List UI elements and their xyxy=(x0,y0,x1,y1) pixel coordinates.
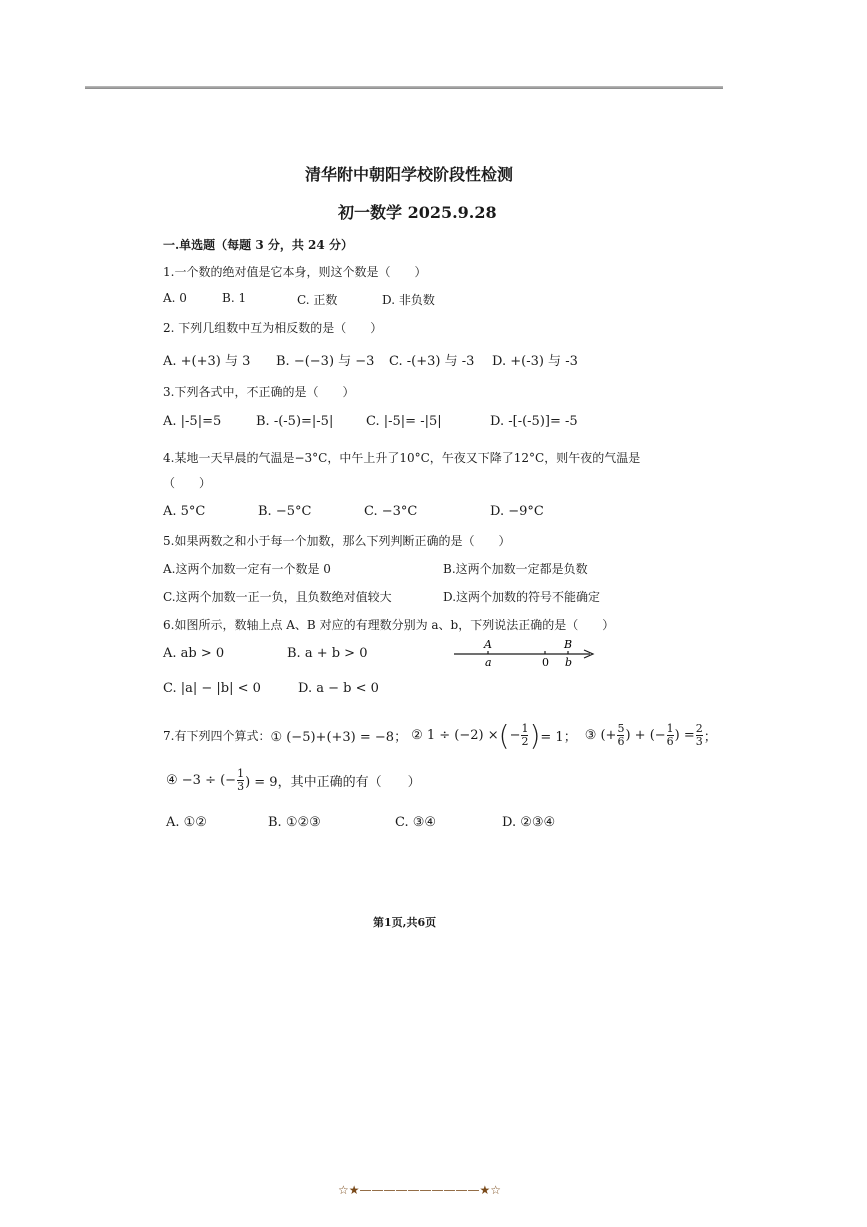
q6-option-b: B. a + b > 0 xyxy=(287,646,368,661)
q7-frac-4-num: 1 xyxy=(237,767,245,780)
question-5-stem: 5.如果两数之和小于每一个加数，那么下列判断正确的是（ ） xyxy=(163,534,511,548)
q7-option-c: C. ③④ xyxy=(395,815,437,830)
q7-prefix: 7.有下列四个算式： xyxy=(163,729,271,743)
point-A-label: A xyxy=(484,638,492,651)
q5-option-a: A.这两个加数一定有一个数是 0 xyxy=(163,562,331,576)
q1-option-d: D. 非负数 xyxy=(382,293,435,307)
number-line-diagram xyxy=(452,636,597,672)
exam-subtitle: 初一数学 2025.9.28 xyxy=(338,203,497,222)
q7-expr-1: ① (−5)+(+3) = −8； xyxy=(270,730,408,745)
q1-option-c: C. 正数 xyxy=(297,293,338,307)
point-B-label: B xyxy=(564,638,573,651)
q6-option-c: C. |a| − |b| < 0 xyxy=(163,681,261,696)
q7-minus: − xyxy=(509,728,521,743)
point-b-label: b xyxy=(565,656,573,669)
q7-expr-3b: ) + (− xyxy=(625,728,666,743)
question-7-line-2 xyxy=(166,768,421,793)
top-divider xyxy=(85,86,723,89)
q7-expr-4a: ④ −3 ÷ (− xyxy=(166,773,237,788)
q7-frac-3b-den: 6 xyxy=(666,735,674,748)
q7-expr-3a: ③ (+ xyxy=(584,728,617,743)
q4-option-c: C. −3°C xyxy=(364,504,418,519)
q2-option-b: B. −(−3) 与 −3 xyxy=(276,354,375,369)
q7-frac-2 xyxy=(521,723,528,748)
q5-option-b: B.这两个加数一定都是负数 xyxy=(443,562,588,576)
q1-option-b: B. 1 xyxy=(222,291,247,305)
page-number: 第1页,共6页 xyxy=(373,916,437,929)
q4-option-b: B. −5°C xyxy=(258,504,312,519)
q2-option-c: C. -(+3) 与 -3 xyxy=(389,354,475,369)
question-2-stem: 2. 下列几组数中互为相反数的是（ ） xyxy=(163,321,383,335)
q7-option-d: D. ②③④ xyxy=(502,815,556,830)
q1-option-a: A. 0 xyxy=(163,291,187,305)
question-1-stem: 1.一个数的绝对值是它本身，则这个数是（ ） xyxy=(163,265,427,279)
q7-frac-3a-num: 5 xyxy=(617,722,625,735)
q3-option-b: B. -(-5)=|-5| xyxy=(256,414,334,429)
q3-option-c: C. |-5|= -|5| xyxy=(366,414,442,429)
q3-option-d: D. -[-(-5)]= -5 xyxy=(490,414,578,429)
exam-title: 清华附中朝阳学校阶段性检测 xyxy=(305,165,514,184)
q2-option-a: A. +(+3) 与 3 xyxy=(163,354,251,369)
q7-expr-3d: ； xyxy=(703,730,717,745)
q7-frac-3c xyxy=(696,723,703,748)
q7-frac-4 xyxy=(237,768,244,793)
q7-frac-3c-den: 3 xyxy=(695,735,703,748)
q7-paren-left: ( xyxy=(498,719,510,752)
q5-option-d: D.这两个加数的符号不能确定 xyxy=(443,590,601,604)
bottom-ornament: ☆★——————————★☆ xyxy=(338,1183,502,1197)
q7-option-a: A. ①② xyxy=(166,815,207,830)
question-6-stem: 6.如图所示，数轴上点 A、B 对应的有理数分别为 a、b，下列说法正确的是（ ） xyxy=(163,618,615,632)
q4-option-a: A. 5°C xyxy=(163,504,206,519)
q7-frac-3a xyxy=(617,723,624,748)
question-7-line-1 xyxy=(163,719,717,752)
zero-label: 0 xyxy=(542,656,549,669)
q7-frac-3a-den: 6 xyxy=(617,735,625,748)
q7-frac-4-den: 3 xyxy=(237,780,245,793)
q6-option-d: D. a − b < 0 xyxy=(298,681,379,696)
q7-paren-right: ) xyxy=(529,719,541,752)
q7-expr-2a: ② 1 ÷ (−2) × xyxy=(411,728,499,743)
question-4-stem-cont: （ ） xyxy=(163,476,212,490)
point-a-label: a xyxy=(485,656,492,669)
q7-option-b: B. ①②③ xyxy=(268,815,321,830)
q7-expr-3c: ) = xyxy=(674,728,695,743)
q7-frac-2-num: 1 xyxy=(521,722,529,735)
section-heading: 一.单选题（每题 3 分，共 24 分） xyxy=(163,238,353,252)
q2-option-d: D. +(-3) 与 -3 xyxy=(492,354,578,369)
q3-option-a: A. |-5|=5 xyxy=(163,414,222,429)
q7-frac-3c-num: 2 xyxy=(695,722,703,735)
q7-frac-3b xyxy=(667,723,674,748)
q7-frac-3b-num: 1 xyxy=(666,722,674,735)
q6-option-a: A. ab > 0 xyxy=(163,646,225,661)
q7-expr-2b: = 1； xyxy=(540,730,577,745)
q7-expr-4b: ) = 9，其中正确的有（ ） xyxy=(245,775,421,790)
q4-option-d: D. −9°C xyxy=(490,504,544,519)
q7-frac-2-den: 2 xyxy=(521,735,529,748)
question-3-stem: 3.下列各式中，不正确的是（ ） xyxy=(163,385,355,399)
question-4-stem: 4.某地一天早晨的气温是−3°C，中午上升了10°C，午夜又下降了12°C，则午夜的气温是 xyxy=(163,451,641,465)
q5-option-c: C.这两个加数一正一负，且负数绝对值较大 xyxy=(163,590,392,604)
